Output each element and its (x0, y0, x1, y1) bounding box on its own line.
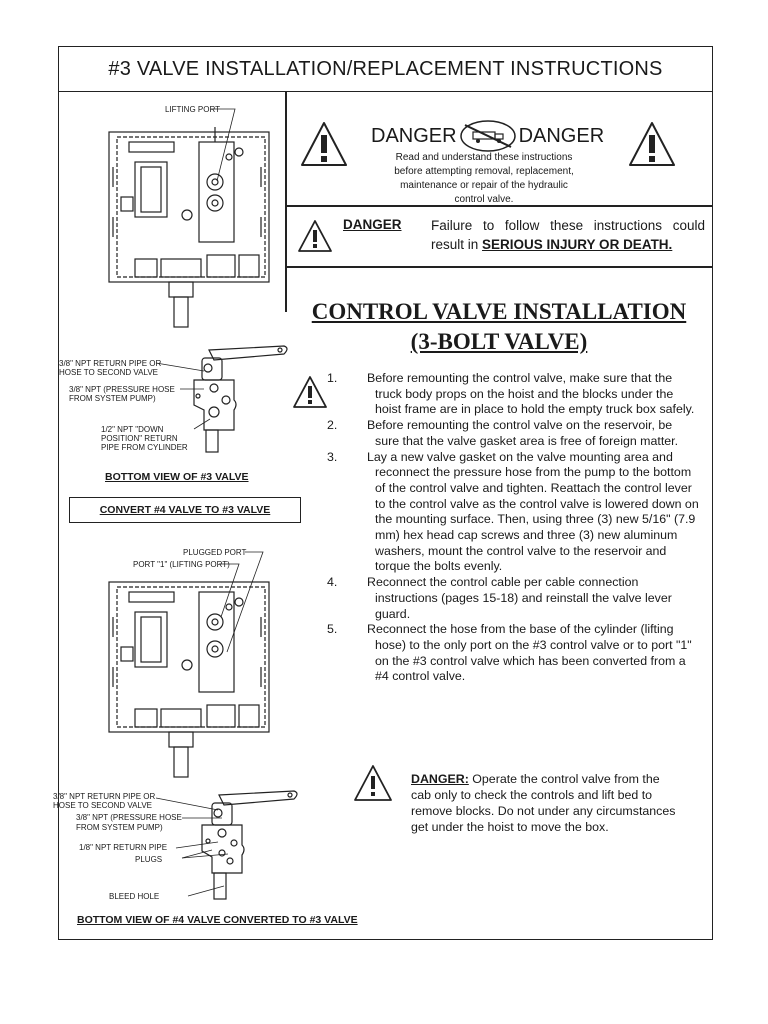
warning-triangle-icon (353, 764, 393, 802)
step-text: Reconnect the control cable per cable connection instructions (pages 15-18) and reinstall the valve lever guard. (367, 575, 672, 621)
leader-lines (154, 357, 214, 447)
pressure-hose-label-l1: 3/8" NPT (PRESSURE HOSE (69, 385, 175, 394)
lifting-port-label: LIFTING PORT (165, 105, 220, 114)
step-text: Lay a new valve gasket on the valve mounting area and reconnect the pressure hose from the pump to the bottom of the control valve and tighten. Reattach the control lever to the control valve as the control valve is lowered down on the mounting surface. Then, using three (3) new 5/16" (7.9 mm) hex head cap screws and three (3) new aluminum washers, mount the control valve to the reservoir and torque the bolts evenly. (367, 449, 699, 574)
port1-label: PORT "1" (LIFTING PORT) (133, 560, 230, 569)
pressure-hose-label-l2: FROM SYSTEM PUMP) (69, 394, 156, 403)
return-pipe-label-l1: 3/8" NPT RETURN PIPE OR (59, 359, 162, 368)
return-pipe-label-l1: 3/8" NPT RETURN PIPE OR (53, 792, 156, 801)
plugged-port-label: PLUGGED PORT (183, 548, 247, 557)
danger-header (371, 119, 604, 153)
step-text: Before remounting the control valve on the reservoir, be sure that the valve gasket area is free of foreign matter. (367, 418, 679, 448)
leader-line (209, 105, 239, 185)
warning-triangle-icon (297, 219, 333, 253)
step-number: 3. (327, 449, 338, 464)
step-item (327, 575, 699, 622)
danger-notice-text (431, 216, 705, 254)
warning-triangle-icon (299, 120, 349, 168)
figure1-caption: BOTTOM VIEW OF #3 VALVE (105, 471, 249, 483)
no-entry-truck-icon (459, 119, 517, 153)
down-return-label-l3: PIPE FROM CYLINDER (101, 443, 188, 452)
leader-lines (154, 792, 244, 902)
down-return-label-l1: 1/2" NPT "DOWN (101, 425, 164, 434)
pressure-hose-label-l1: 3/8" NPT (PRESSURE HOSE (76, 813, 182, 822)
step-item (327, 371, 699, 418)
danger-word-right: DANGER (518, 124, 605, 147)
return-18-label: 1/8" NPT RETURN PIPE (79, 843, 168, 852)
step-text: Before remounting the control valve, make sure that the truck body props on the hoist and the blocks under the hoist frame are in place to hold the empty truck box safely. (367, 371, 695, 417)
page-title: #3 VALVE INSTALLATION/REPLACEMENT INSTRUCTIONS (59, 47, 712, 92)
section-heading-line2: (3-BOLT VALVE) (410, 329, 588, 354)
down-return-label-l2: POSITION" RETURN (101, 434, 178, 443)
final-danger-text: Operate the control valve from the cab only to check the controls and lift bed to remove blocks. Do not under any circumstances get under the hoist to move the box. (411, 772, 676, 834)
instruction-sheet (53, 46, 713, 940)
step-number: 1. (327, 371, 338, 385)
figure2-caption: BOTTOM VIEW OF #4 VALVE CONVERTED TO #3 VALVE (77, 914, 358, 926)
step-number: 2. (327, 418, 338, 433)
section-heading-line1: CONTROL VALVE INSTALLATION (311, 299, 687, 324)
step-text: Reconnect the hose from the base of the cylinder (lifting hose) to the only port on the #3 control valve or to port "1" on the #3 control valve which has been converted from a #4 control valve. (367, 622, 692, 684)
danger-notice-body: Failure to follow these instructions could result in (431, 218, 705, 252)
step-number: 5. (327, 622, 338, 637)
final-danger (411, 771, 681, 835)
return-pipe-label-l2: HOSE TO SECOND VALVE (59, 368, 158, 377)
danger-word-left: DANGER (371, 124, 457, 147)
step-item (327, 622, 699, 685)
final-danger-label: DANGER: (411, 772, 469, 786)
pressure-hose-label-l2: FROM SYSTEM PUMP) (76, 823, 163, 832)
convert-note-box: CONVERT #4 VALVE TO #3 VALVE (69, 497, 301, 523)
danger-header-text: Read and understand these instructions before attempting removal, replacement, maintenance or repair of the hydraulic control valve. (394, 152, 574, 205)
warning-triangle-icon (292, 375, 328, 409)
step-number: 4. (327, 575, 338, 590)
valve-4-converted-top-view-drawing (99, 577, 279, 787)
warning-triangle-icon (627, 120, 677, 168)
installation-steps (327, 371, 699, 685)
column-divider (285, 92, 287, 312)
bleed-hole-label: BLEED HOLE (109, 892, 160, 901)
step-item (327, 418, 699, 449)
danger-notice-emphasis: SERIOUS INJURY OR DEATH. (482, 237, 673, 252)
valve-3-top-view-drawing (99, 127, 279, 337)
danger-notice-label: DANGER (343, 217, 402, 232)
notice-divider (286, 266, 712, 268)
step-item (327, 449, 699, 576)
plugs-label: PLUGS (135, 855, 163, 864)
return-pipe-label-l2: HOSE TO SECOND VALVE (53, 801, 152, 810)
